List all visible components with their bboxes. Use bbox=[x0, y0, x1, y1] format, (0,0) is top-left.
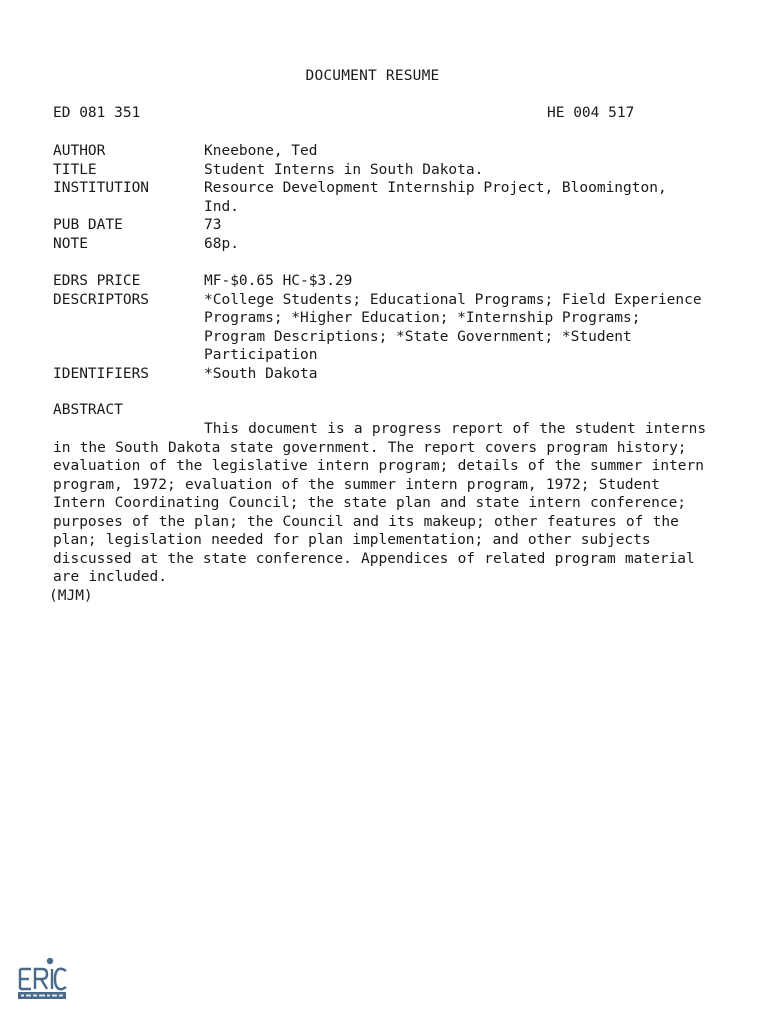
abstract-text: This document is a progress report of the student interns in the South Dakota state government. The report covers program history; evaluation of the legislative intern program; details of the summer intern program, 1972; evaluation of the summer intern program, 1972; Student Intern Coordinating Council; the state plan and state intern conference; purposes of the plan; the Council and its makeup; other features of the plan; legislation needed for plan implementation; and other subjects discussed at the state conference. Appendices of related program material are included. bbox=[53, 421, 707, 585]
field-label-edrs-price: EDRS PRICE bbox=[53, 273, 141, 289]
field-label-institution: INSTITUTION bbox=[53, 180, 150, 196]
document-title: DOCUMENT RESUME bbox=[305, 68, 440, 84]
field-value-title: Student Interns in South Dakota. bbox=[204, 161, 484, 178]
abstract-indexer-code: (MJM) bbox=[49, 587, 93, 604]
field-label-descriptors: DESCRIPTORS bbox=[53, 291, 150, 308]
spacer bbox=[53, 253, 713, 272]
field-label-identifiers: IDENTIFIERS bbox=[53, 365, 150, 382]
metadata-fields bbox=[53, 142, 713, 383]
field-institution bbox=[53, 179, 713, 216]
field-label-title: TITLE bbox=[53, 161, 97, 178]
field-value-edrs-price: MF-$0.65 HC-$3.29 bbox=[204, 273, 353, 289]
field-value-pub-date: 73 bbox=[204, 217, 222, 233]
field-label-note: NOTE bbox=[53, 235, 88, 252]
field-label-author: AUTHOR bbox=[53, 143, 106, 159]
eric-logo-icon bbox=[16, 955, 68, 1001]
field-note bbox=[53, 235, 713, 254]
ed-number: ED 081 351 bbox=[53, 105, 141, 121]
field-identifiers bbox=[53, 365, 713, 384]
field-value-note: 68p. bbox=[204, 235, 239, 252]
field-title bbox=[53, 161, 713, 180]
abstract-label: ABSTRACT bbox=[53, 402, 123, 418]
field-pub-date bbox=[53, 216, 713, 235]
field-label-pub-date: PUB DATE bbox=[53, 217, 123, 233]
field-value-author: Kneebone, Ted bbox=[204, 143, 318, 159]
abstract-body bbox=[49, 420, 713, 605]
field-author bbox=[53, 142, 713, 161]
field-value-institution: Resource Development Internship Project, Bloomington, Ind. bbox=[204, 180, 667, 215]
field-value-descriptors: *College Students; Educational Programs; Field Experience Programs; *Higher Education; *Internship Programs; Program Descriptions; *State Government; *Student Participation bbox=[204, 291, 702, 363]
field-value-identifiers: *South Dakota bbox=[204, 365, 318, 382]
field-descriptors bbox=[53, 291, 713, 365]
he-number: HE 004 517 bbox=[547, 105, 635, 121]
field-edrs-price bbox=[53, 272, 713, 291]
